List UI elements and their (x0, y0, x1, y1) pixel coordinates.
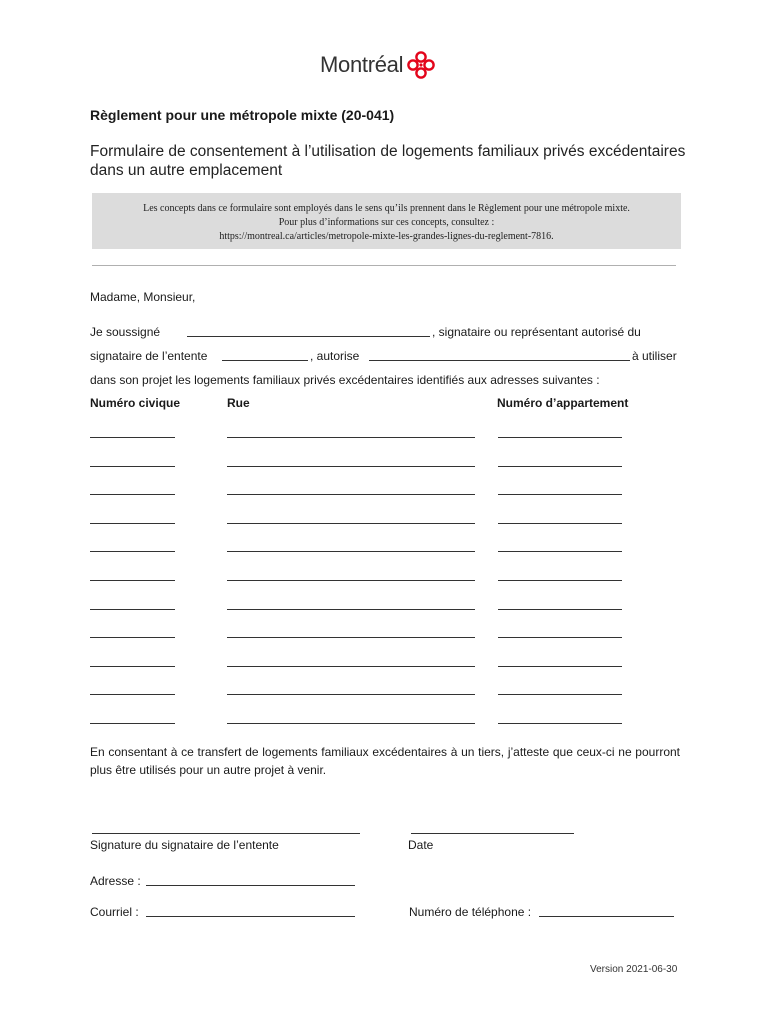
a-utiliser-text: à utiliser (632, 349, 677, 363)
civic-number-field[interactable] (90, 580, 175, 581)
authorized-party-field[interactable] (369, 349, 630, 361)
apartment-number-field[interactable] (498, 609, 622, 610)
divider (92, 265, 676, 266)
info-box (92, 193, 681, 249)
info-line-2: Pour plus d’informations sur ces concepts, consultez : (278, 217, 495, 228)
civic-number-field[interactable] (90, 609, 175, 610)
info-link[interactable]: https://montreal.ca/articles/metropole-mixte-les-grandes-lignes-du-reglement-7816. (219, 231, 554, 242)
street-field[interactable] (227, 694, 475, 695)
agreement-field[interactable] (222, 349, 308, 361)
civic-number-field[interactable] (90, 666, 175, 667)
signataire-text: , signataire ou représentant autorisé du (432, 325, 641, 339)
header-numero-appartement: Numéro d’appartement (497, 396, 629, 410)
civic-number-field[interactable] (90, 494, 175, 495)
street-field[interactable] (227, 609, 475, 610)
street-field[interactable] (227, 494, 475, 495)
apartment-number-field[interactable] (498, 580, 622, 581)
addresses-intro: dans son projet les logements familiaux privés excédentaires identifiés aux adresses suivantes : (90, 373, 600, 387)
street-field[interactable] (227, 466, 475, 467)
signataire-entente-label: signataire de l’entente (90, 349, 208, 363)
street-field[interactable] (227, 523, 475, 524)
apartment-number-field[interactable] (498, 466, 622, 467)
date-label: Date (408, 838, 434, 852)
civic-number-field[interactable] (90, 523, 175, 524)
email-field[interactable] (146, 916, 355, 917)
apartment-number-field[interactable] (498, 694, 622, 695)
address-field[interactable] (146, 885, 355, 886)
apartment-number-field[interactable] (498, 494, 622, 495)
apartment-number-field[interactable] (498, 551, 622, 552)
apartment-number-field[interactable] (498, 637, 622, 638)
regulation-title: Règlement pour une métropole mixte (20-041) (90, 107, 395, 123)
apartment-number-field[interactable] (498, 666, 622, 667)
civic-number-field[interactable] (90, 694, 175, 695)
info-line-1: Les concepts dans ce formulaire sont employés dans le sens qu’ils prennent dans le Règlement pour une métropole mixte. (143, 203, 630, 214)
je-soussigne-label: Je soussigné (90, 325, 161, 339)
apartment-number-field[interactable] (498, 437, 622, 438)
montreal-logo (320, 50, 436, 80)
apartment-number-field[interactable] (498, 723, 622, 724)
street-field[interactable] (227, 666, 475, 667)
header-numero-civique: Numéro civique (90, 396, 181, 410)
street-field[interactable] (227, 437, 475, 438)
apartment-number-field[interactable] (498, 523, 622, 524)
montreal-rosette-icon (406, 50, 436, 80)
phone-label: Numéro de téléphone : (409, 905, 532, 919)
phone-field[interactable] (539, 916, 674, 917)
civic-number-field[interactable] (90, 723, 175, 724)
logo-text: Montréal (320, 52, 404, 77)
civic-number-field[interactable] (90, 437, 175, 438)
street-field[interactable] (227, 551, 475, 552)
street-field[interactable] (227, 723, 475, 724)
version-label: Version 2021-06-30 (590, 964, 678, 975)
civic-number-field[interactable] (90, 466, 175, 467)
email-label: Courriel : (90, 905, 139, 919)
form-title: Formulaire de consentement à l’utilisation de logements familiaux privés excédentaires dans un autre emplacement (90, 143, 686, 179)
salutation: Madame, Monsieur, (90, 290, 196, 304)
address-label: Adresse : (90, 874, 141, 888)
civic-number-field[interactable] (90, 637, 175, 638)
street-field[interactable] (227, 580, 475, 581)
consent-paragraph: En consentant à ce transfert de logements familiaux excédentaires à un tiers, j’atteste que ceux-ci ne pourront plus être utilisés pour un autre projet à venir. (90, 745, 680, 777)
header-rue: Rue (227, 396, 250, 410)
name-field[interactable] (187, 325, 430, 337)
street-field[interactable] (227, 637, 475, 638)
signature-label: Signature du signataire de l’entente (90, 838, 279, 852)
civic-number-field[interactable] (90, 551, 175, 552)
autorise-text: , autorise (310, 349, 360, 363)
signature-field[interactable] (92, 833, 360, 834)
date-field[interactable] (411, 833, 574, 834)
